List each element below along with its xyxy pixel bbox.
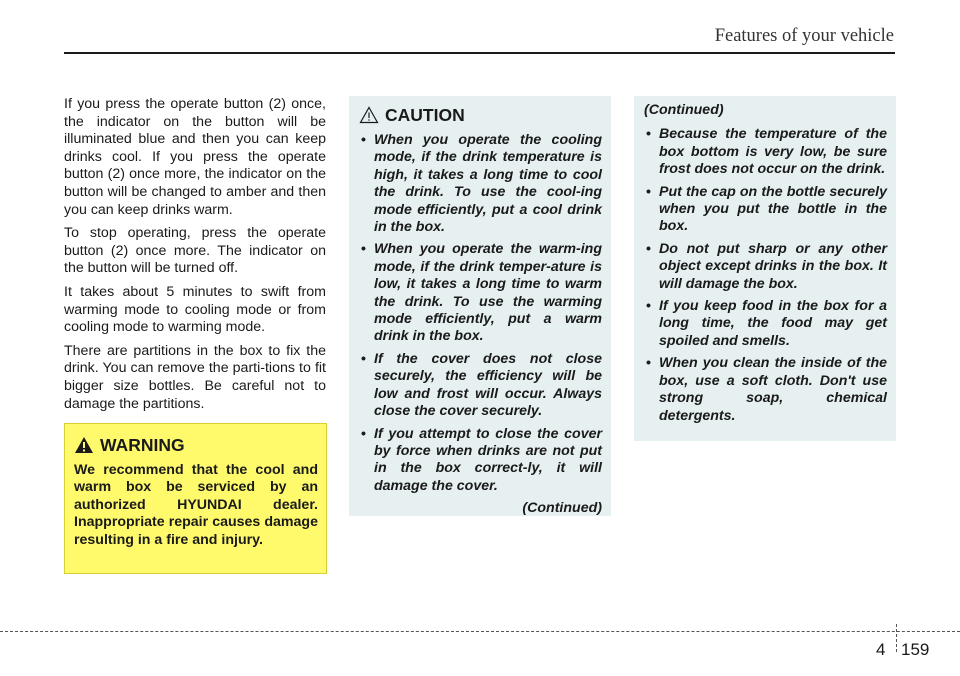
chapter-number: 4 (876, 640, 886, 659)
caution-title: CAUTION (385, 104, 465, 125)
warning-box (64, 423, 327, 574)
caution-box (349, 96, 611, 516)
caution-item: • Put the cap on the bottle securely when you put the bottle in the box. (644, 184, 887, 236)
warning-heading (74, 434, 318, 456)
footer-rule (0, 631, 960, 632)
page-number: 159 (901, 640, 930, 659)
caution-heading (359, 104, 602, 126)
continued-heading: (Continued) (644, 102, 724, 118)
caution-item: • If you attempt to close the cover by force when drinks are not put in the box correct-ly, it will damage the cover. (359, 426, 602, 496)
page-header-title: Features of your vehicle (714, 26, 894, 46)
caution-item: • If the cover does not close securely, the efficiency will be low and frost will occur. Always close the cover securely. (359, 351, 602, 421)
caution-item: • When you operate the warm-ing mode, if the drink temper-ature is low, it takes a long time to warm the drink. To use the warming mode efficiently, put a warm drink in the box. (359, 241, 602, 345)
caution-item: • Because the temperature of the box bottom is very low, be sure frost does not occur on the drink. (644, 126, 887, 178)
caution-continued-list (644, 126, 887, 425)
caution-continued-box (634, 96, 896, 441)
continued-label: (Continued) (522, 500, 602, 517)
caution-item: • Do not put sharp or any other object except drinks in the box. It will damage the box. (644, 241, 887, 293)
body-paragraph: If you press the operate button (2) once, the indicator on the button will be illuminated blue and then you can keep drinks cool. If you press the operate button (2) once more, the indicator on the button will be changed to amber and then you can keep drinks warm. (64, 96, 326, 218)
warning-title: WARNING (100, 434, 185, 455)
warning-text: We recommend that the cool and warm box be serviced by an authorized HYUNDAI dealer. Inappropriate repair causes damage resulting in a fire and injury. (74, 462, 318, 548)
warning-triangle-icon (74, 436, 94, 454)
caution-item: • When you operate the cooling mode, if the drink temperature is high, it takes a long time to cool the drink. To use the cool-ing mode efficiently, put a cool drink in the box. (359, 132, 602, 236)
caution-item: • If you keep food in the box for a long time, the food may get spoiled and smells. (644, 298, 887, 350)
body-paragraph: To stop operating, press the operate button (2) once more. The indicator on the button will be turned off. (64, 225, 326, 277)
body-text-column (64, 96, 326, 419)
header-rule (64, 52, 895, 54)
body-paragraph: There are partitions in the box to fix the drink. You can remove the parti-tions to fit bigger size bottles. Be careful not to damage the partitions. (64, 342, 326, 412)
caution-item: • When you clean the inside of the box, use a soft cloth. Don't use strong soap, chemical detergents. (644, 355, 887, 425)
caution-triangle-icon (359, 106, 379, 124)
footer-divider (896, 624, 897, 652)
body-paragraph: It takes about 5 minutes to swift from warming mode to cooling mode or from cooling mode to warming mode. (64, 283, 326, 336)
caution-list (359, 132, 602, 495)
